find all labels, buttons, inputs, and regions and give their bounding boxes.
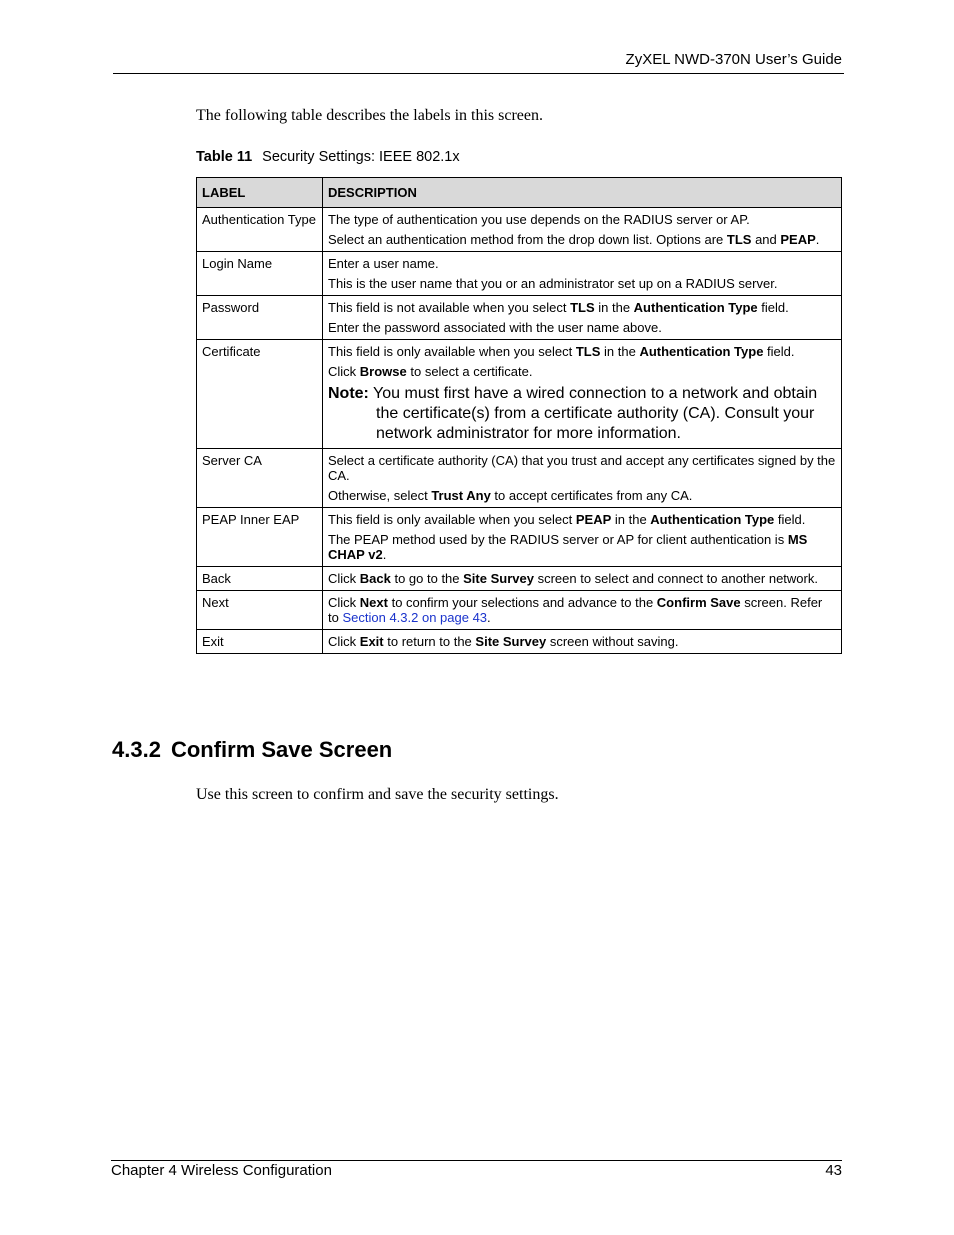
description-paragraph: Enter the password associated with the user name above. xyxy=(328,320,662,335)
table-header-row xyxy=(197,178,842,208)
row-description xyxy=(323,630,842,654)
footer-rule xyxy=(111,1160,842,1161)
description-paragraph: This field is not available when you select TLS in the Authentication Type field. xyxy=(328,300,789,315)
row-description xyxy=(323,340,842,449)
note-text: You must first have a wired connection to a network and obtain the certificate(s) from a certificate authority (CA). Consult your network administrator for more information. xyxy=(368,385,818,442)
table-row-exit xyxy=(197,630,842,654)
row-description xyxy=(323,508,842,567)
description-paragraph: This field is only available when you select PEAP in the Authentication Type field. xyxy=(328,512,806,527)
row-description xyxy=(323,449,842,508)
section-title: Confirm Save Screen xyxy=(170,737,393,762)
note-label: Note: xyxy=(328,385,369,402)
header-rule xyxy=(113,73,844,74)
table-caption-title: Security Settings: IEEE 802.1x xyxy=(262,149,460,165)
description-paragraph: Otherwise, select Trust Any to accept certificates from any CA. xyxy=(328,488,693,503)
table-caption xyxy=(196,149,460,165)
section-body-paragraph: Use this screen to confirm and save the security settings. xyxy=(196,786,559,803)
section-cross-reference-link[interactable]: Section 4.3.2 on page 43 xyxy=(342,610,488,625)
header-description: DESCRIPTION xyxy=(323,178,842,208)
description-paragraph: Click Next to confirm your selections and advance to the Confirm Save screen. Refer to Section 4.3.2 on page 43. xyxy=(328,595,823,625)
description-paragraph: Enter a user name. xyxy=(328,256,439,271)
security-settings-table xyxy=(196,177,842,654)
row-label: Certificate xyxy=(197,340,323,449)
row-description xyxy=(323,591,842,630)
description-paragraph: This is the user name that you or an administrator set up on a RADIUS server. xyxy=(328,276,778,291)
table-row-login-name xyxy=(197,252,842,296)
row-description xyxy=(323,252,842,296)
intro-paragraph: The following table describes the labels in this screen. xyxy=(196,107,544,124)
row-description xyxy=(323,208,842,252)
row-label: Password xyxy=(197,296,323,340)
table-row-authentication-type xyxy=(197,208,842,252)
running-header-title: ZyXEL NWD-370N User’s Guide xyxy=(625,51,842,68)
note-paragraph xyxy=(328,384,836,444)
row-description xyxy=(323,567,842,591)
table-row-next xyxy=(197,591,842,630)
row-label: Exit xyxy=(197,630,323,654)
description-paragraph: Click Back to go to the Site Survey screen to select and connect to another network. xyxy=(328,571,818,586)
description-paragraph: Select a certificate authority (CA) that you trust and accept any certificates signed by the CA. xyxy=(328,453,836,483)
section-number: 4.3.2 xyxy=(112,737,161,762)
row-label: PEAP Inner EAP xyxy=(197,508,323,567)
description-paragraph: Select an authentication method from the drop down list. Options are TLS and PEAP. xyxy=(328,232,820,247)
row-label: Back xyxy=(197,567,323,591)
row-label: Authentication Type xyxy=(197,208,323,252)
footer-page-number: 43 xyxy=(825,1162,842,1179)
row-label: Server CA xyxy=(197,449,323,508)
description-paragraph: The PEAP method used by the RADIUS server or AP for client authentication is MS CHAP v2. xyxy=(328,532,808,562)
table-caption-number: Table 11 xyxy=(196,149,253,165)
row-label: Next xyxy=(197,591,323,630)
description-paragraph: Click Exit to return to the Site Survey screen without saving. xyxy=(328,634,679,649)
section-heading xyxy=(112,737,392,763)
table-row-password xyxy=(197,296,842,340)
description-paragraph: The type of authentication you use depends on the RADIUS server or AP. xyxy=(328,212,750,227)
table-row-peap-inner-eap xyxy=(197,508,842,567)
table-row-server-ca xyxy=(197,449,842,508)
description-paragraph: Click Browse to select a certificate. xyxy=(328,364,533,379)
description-paragraph: This field is only available when you select TLS in the Authentication Type field. xyxy=(328,344,795,359)
table-row-certificate xyxy=(197,340,842,449)
table-row-back xyxy=(197,567,842,591)
footer-chapter: Chapter 4 Wireless Configuration xyxy=(111,1162,332,1179)
row-label: Login Name xyxy=(197,252,323,296)
header-label: LABEL xyxy=(197,178,323,208)
row-description xyxy=(323,296,842,340)
